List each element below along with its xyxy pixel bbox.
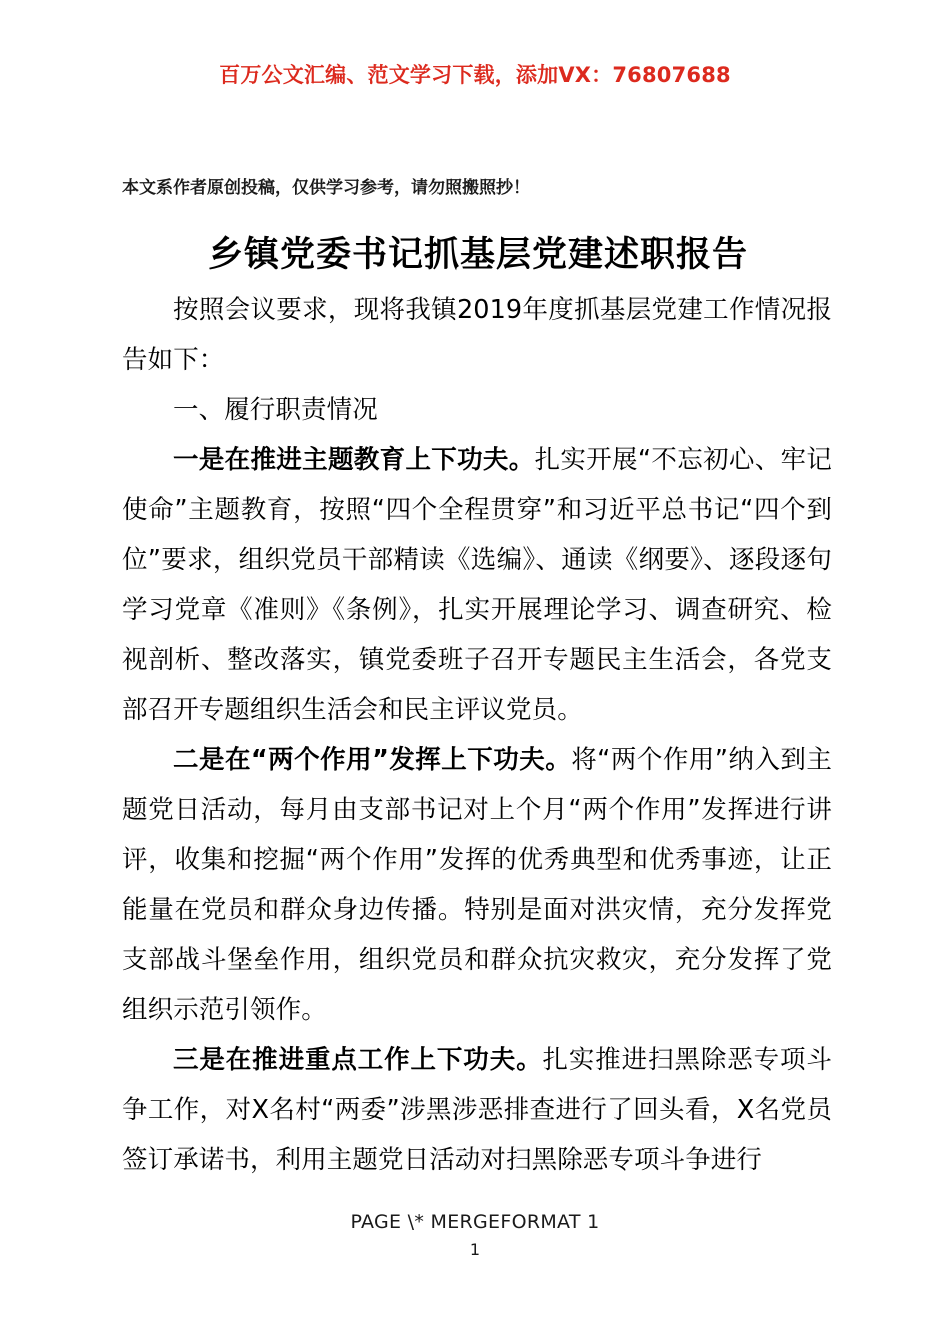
paragraph-text: 扎实推进扫黑除恶专项斗争工作，对X名村“两委”涉黑涉恶排查进行了回头看，X名党员签订承诺书，利用主题党日活动对扫黑除恶专项斗争进行 [122, 1045, 832, 1175]
paragraph-text: 将“两个作用”纳入到主题党日活动，每月由支部书记对上个月“两个作用”发挥进行讲评，收集和挖掘“两个作用”发挥的优秀典型和优秀事迹，让正能量在党员和群众身边传播。特别是面对洪灾情，充分发挥党支部战斗堡垒作用，组织党员和群众抗灾救灾，充分发挥了党组织示范引领作。 [122, 745, 832, 1025]
document-body [122, 285, 832, 1185]
paragraph-lead: 二是在“两个作用”发挥上下功夫。 [173, 745, 572, 775]
paragraph-lead: 一是在推进主题教育上下功夫。 [173, 445, 535, 475]
promo-header-text: 百万公文汇编、范文学习下载，添加VX：76807688 [219, 63, 731, 87]
section-heading-one [122, 385, 832, 435]
page-footer [0, 1208, 950, 1262]
paragraph-point-three [122, 1035, 832, 1185]
original-work-notice: 本文系作者原创投稿，仅供学习参考，请勿照搬照抄！ [122, 178, 530, 198]
page-field-code: PAGE \* MERGEFORMAT 1 [350, 1211, 600, 1233]
paragraph-intro [122, 285, 832, 385]
page-number: 1 [469, 1239, 481, 1259]
paragraph-lead: 三是在推进重点工作上下功夫。 [173, 1045, 543, 1075]
paragraph-point-one [122, 435, 832, 735]
paragraph-text: 扎实开展“不忘初心、牢记使命”主题教育，按照“四个全程贯穿”和习近平总书记“四个到位”要求，组织党员干部精读《选编》、通读《纲要》、逐段逐句学习党章《准则》《条例》，扎实开展理论学习、调查研究、检视剖析、整改落实，镇党委班子召开专题民主生活会，各党支部召开专题组织生活会和民主评议党员。 [122, 445, 832, 725]
paragraph-point-two [122, 735, 832, 1035]
paragraph-text: 按照会议要求，现将我镇2019年度抓基层党建工作情况报告如下： [122, 295, 832, 375]
paragraph-text: 一、履行职责情况 [173, 395, 378, 425]
page-title: 乡镇党委书记抓基层党建述职报告 [207, 235, 748, 276]
